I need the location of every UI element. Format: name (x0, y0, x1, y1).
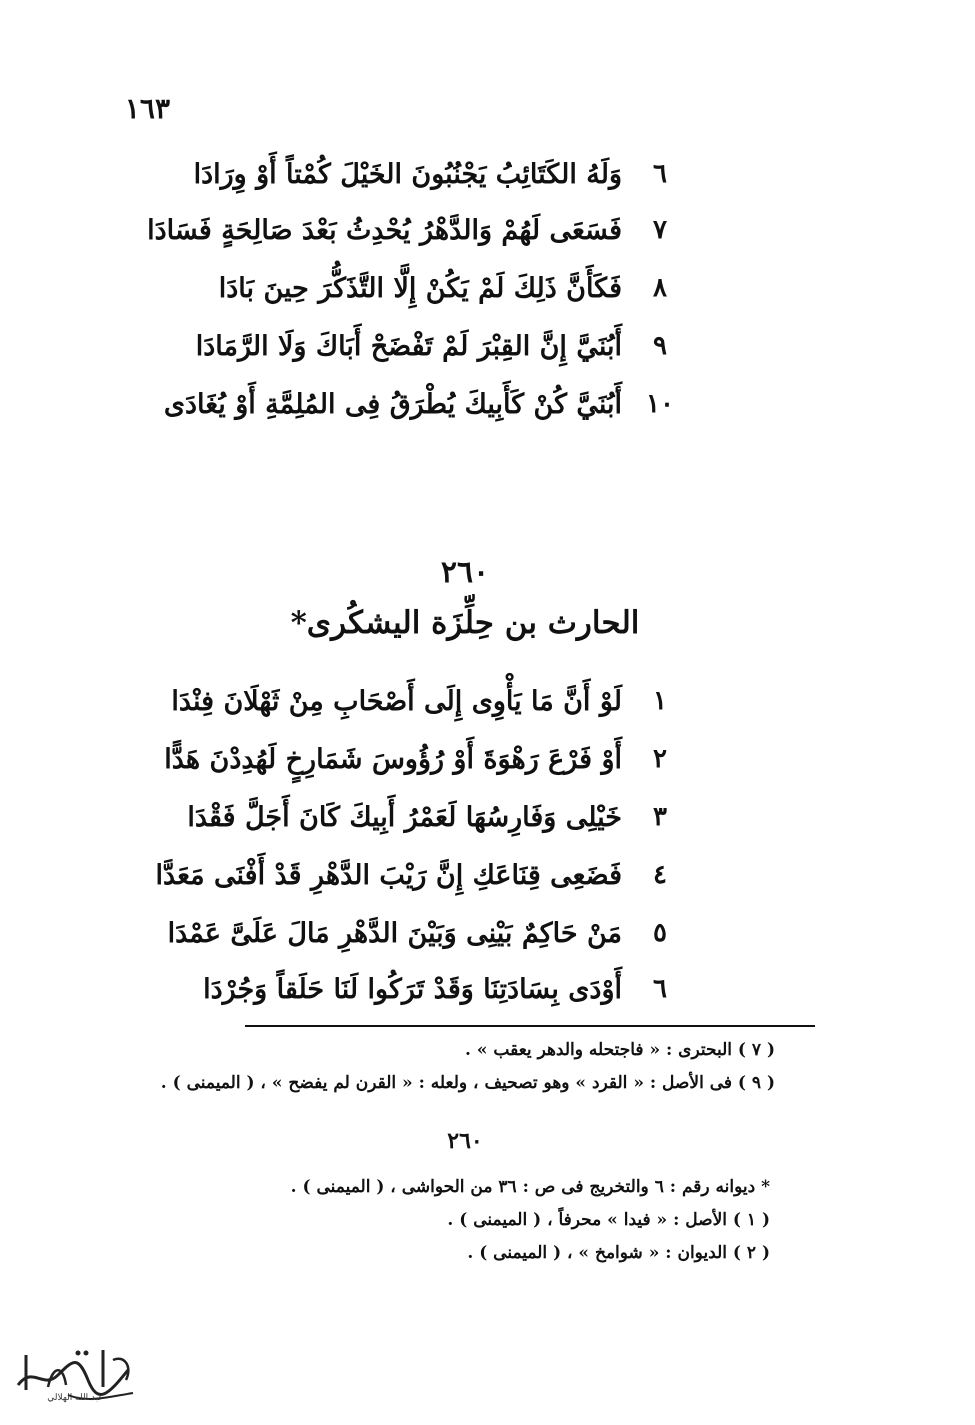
verse-number: ٩ (653, 331, 667, 361)
verse-number: ٦ (653, 159, 667, 189)
verse-number: ١٠ (646, 389, 674, 419)
footnote: ( ١ ) الأصل : « فيدا » محرفاً ، ( الميمنى ) . (447, 1210, 770, 1230)
verse-number: ٣ (653, 802, 667, 832)
page-number: ١٦٣ (124, 92, 170, 125)
verse-line (167, 909, 680, 957)
verse-number: ٦ (653, 974, 667, 1004)
verse-number: ٨ (653, 273, 667, 303)
verse-text: أَوْدَى بِسَادَتِنَا وَقَدْ تَرَكُوا لَنَا حَلَقاً وَجُرْدَا (203, 973, 622, 1005)
verse-text: أَبُنَيَّ إِنَّ القِبْرَ لَمْ تَفْضَحْ أَبَاكَ وَلَا الرَّمَادَا (195, 330, 622, 362)
verse-text: فَكَأَنَّ ذَلِكَ لَمْ يَكُنْ إِلَّا التَّذَكُّرَ حِينَ بَادَا (218, 272, 622, 304)
verse-text: وَلَهُ الكَتَائِبُ يَجْنُبُونَ الخَيْلَ كُمْتاً أَوْ وِرَادَا (193, 158, 622, 190)
verse-line (218, 264, 680, 312)
footnotes-poem-number: ٢٦٠ (447, 1128, 483, 1154)
seal-subtitle: عبد الله الهلالي (47, 1393, 104, 1403)
footnote: ( ٧ ) البحترى : « فاجتحله والدهر يعقب » . (465, 1040, 775, 1060)
verse-line (193, 150, 680, 198)
verse-number: ٥ (653, 918, 667, 948)
verse-number: ٤ (653, 860, 667, 890)
verse-text: لَوْ أَنَّ مَا يَأْوِى إِلَى أَصْحَابِ مِنْ ثَهْلَانَ فِنْدَا (171, 685, 622, 717)
verse-line (187, 793, 680, 841)
verse-text: خَيْلِى وَفَارِسُهَا لَعَمْرُ أَبِيكَ كَانَ أَجَلَّ فَقْدَا (187, 801, 622, 833)
footnote: ( ٢ ) الديوان : « شوامخ » ، ( الميمنى ) . (467, 1243, 770, 1263)
verse-number: ٢ (653, 744, 667, 774)
verse-text: فَسَعَى لَهُمْ وَالدَّهْرُ يُحْدِثُ بَعْدَ صَالِحَةٍ فَسَادَا (147, 214, 622, 246)
calligraphy-seal (8, 1335, 143, 1410)
poem-number: ٢٦٠ (440, 555, 490, 590)
poet-name: الحارث بن حِلِّزَة اليشكُرى* (290, 605, 640, 641)
footnote-divider (245, 1025, 815, 1027)
verse-line (163, 380, 680, 428)
verse-line (171, 677, 680, 725)
footnote: ( ٩ ) فى الأصل : « القرد » وهو تصحيف ، ولعله : « القرن لم يفضح » ، ( الميمنى ) . (160, 1073, 775, 1093)
verse-line (147, 206, 680, 254)
footnote: * ديوانه رقم : ٦ والتخريج فى ص : ٣٦ من الحواشى ، ( الميمنى ) . (290, 1177, 770, 1197)
verse-number: ١ (653, 686, 667, 716)
verse-line (164, 735, 680, 783)
verse-text: فَضَعِى قِنَاعَكِ إِنَّ رَيْبَ الدَّهْرِ قَدْ أَفْنَى مَعَدَّا (155, 859, 622, 891)
verse-line (195, 322, 680, 370)
verse-text: أَوْ فَرْعَ رَهْوَةَ أَوْ رُؤُوسَ شَمَارِخٍ لَهُدِدْنَ هَدًّا (164, 743, 622, 775)
verse-text: أَبُنَيَّ كُنْ كَأَبِيكَ يُطْرَقُ فِى المُلِمَّةِ أَوْ يُغَادَى (163, 388, 622, 420)
verse-number: ٧ (653, 215, 667, 245)
verse-line (203, 965, 680, 1013)
verse-line (155, 851, 680, 899)
verse-text: مَنْ حَاكِمٌ بَيْنِى وَبَيْنَ الدَّهْرِ مَالَ عَلَىَّ عَمْدَا (167, 917, 622, 949)
